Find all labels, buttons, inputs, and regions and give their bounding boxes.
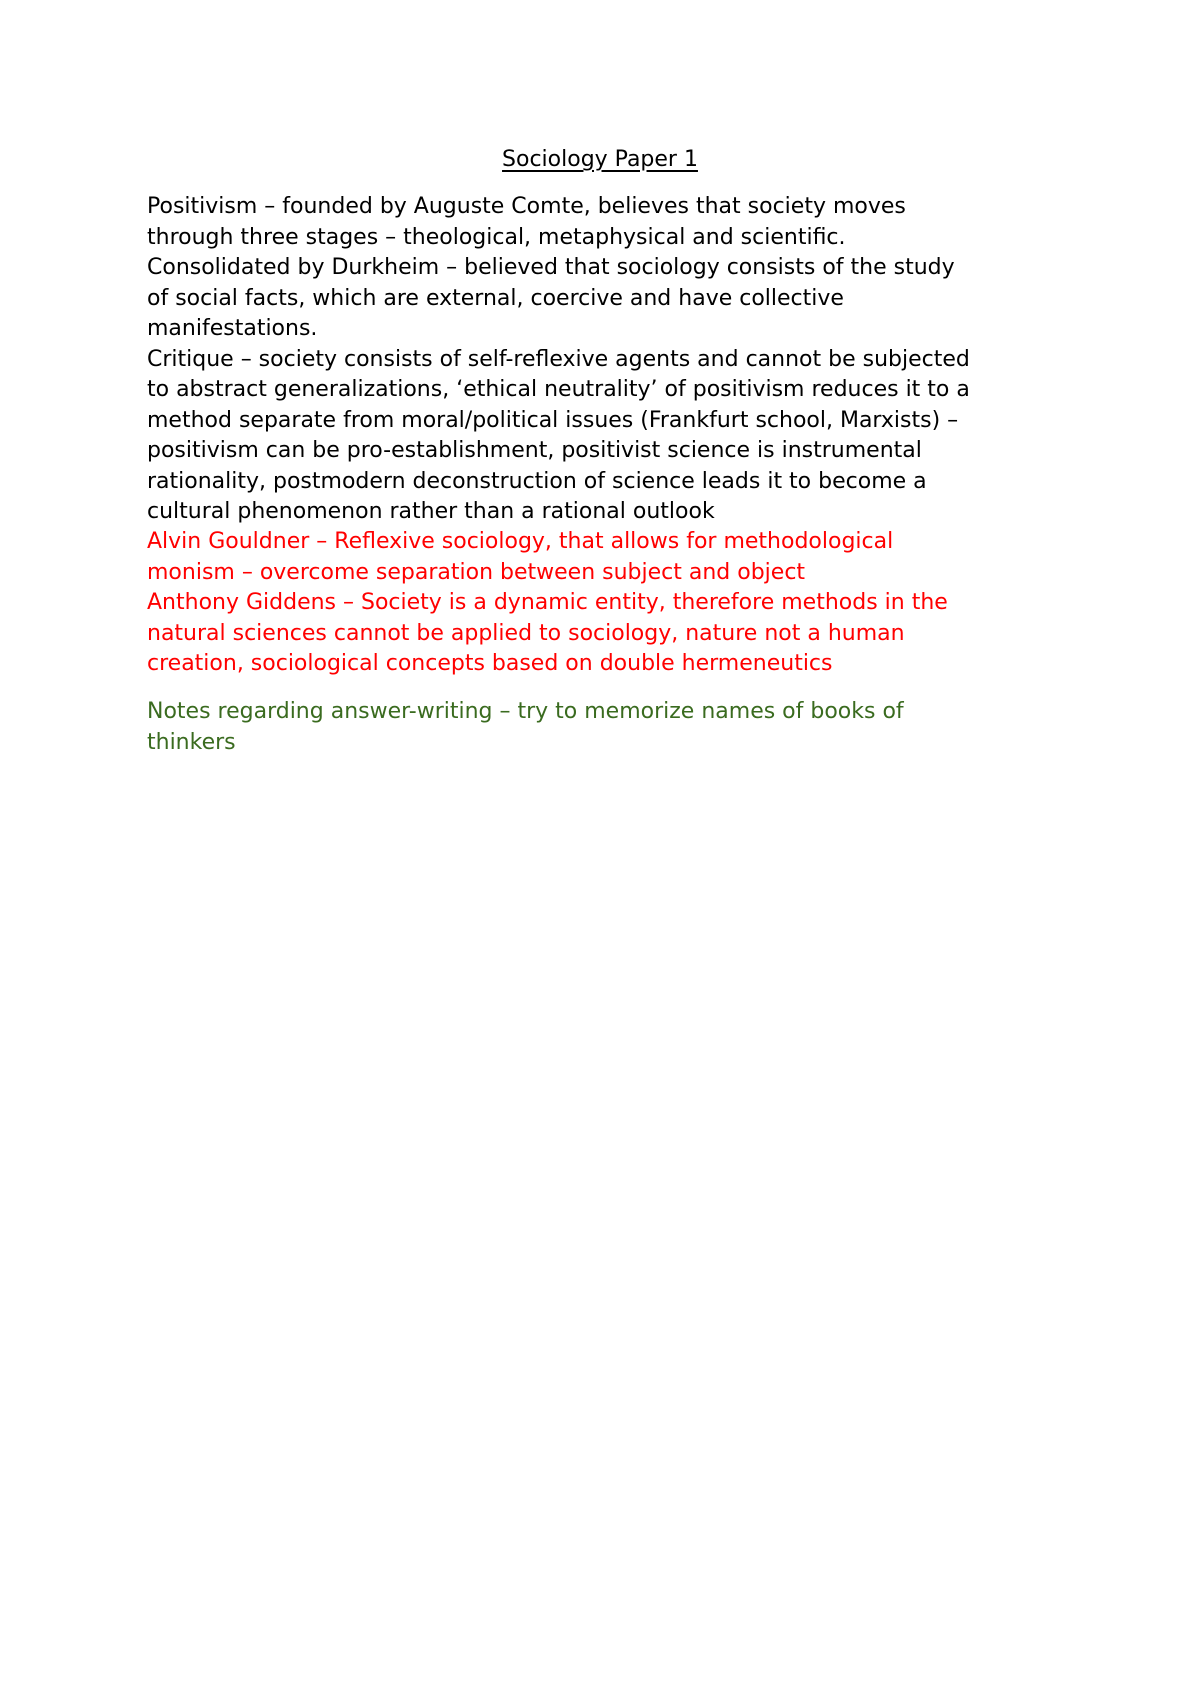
text-line: method separate from moral/political issues (Frankfurt school, Marxists) –	[147, 407, 959, 433]
text-line-green: thinkers	[147, 729, 236, 755]
text-line: manifestations.	[147, 316, 318, 341]
text-line: Positivism – founded by Auguste Comte, believes that society moves	[147, 194, 906, 219]
text-line-red: creation, sociological concepts based on double hermeneutics	[147, 651, 833, 676]
thinkers-section	[147, 527, 1067, 680]
text-line: positivism can be pro-establishment, positivist science is instrumental	[147, 438, 922, 463]
text-line-red: Alvin Gouldner – Reflexive sociology, that allows for methodological	[147, 529, 894, 554]
notes-section	[147, 697, 1067, 758]
document-title: Sociology Paper 1	[502, 147, 698, 172]
text-line: of social facts, which are external, coercive and have collective	[147, 285, 844, 311]
text-line: through three stages – theological, metaphysical and scientific.	[147, 224, 846, 250]
text-line: cultural phenomenon rather than a rational outlook	[147, 499, 715, 524]
text-line: to abstract generalizations, ‘ethical neutrality’ of positivism reduces it to a	[147, 377, 970, 402]
text-line-red: monism – overcome separation between subject and object	[147, 559, 806, 585]
text-line-red: Anthony Giddens – Society is a dynamic entity, therefore methods in the	[147, 590, 948, 615]
text-line-green: Notes regarding answer-writing – try to memorize names of books of	[147, 699, 904, 724]
text-line: Critique – society consists of self-reflexive agents and cannot be subjected	[147, 346, 970, 372]
text-line: Consolidated by Durkheim – believed that sociology consists of the study	[147, 255, 955, 280]
text-line: rationality, postmodern deconstruction of science leads it to become a	[147, 468, 927, 494]
text-line-red: natural sciences cannot be applied to sociology, nature not a human	[147, 620, 905, 646]
positivism-section	[147, 192, 1067, 528]
